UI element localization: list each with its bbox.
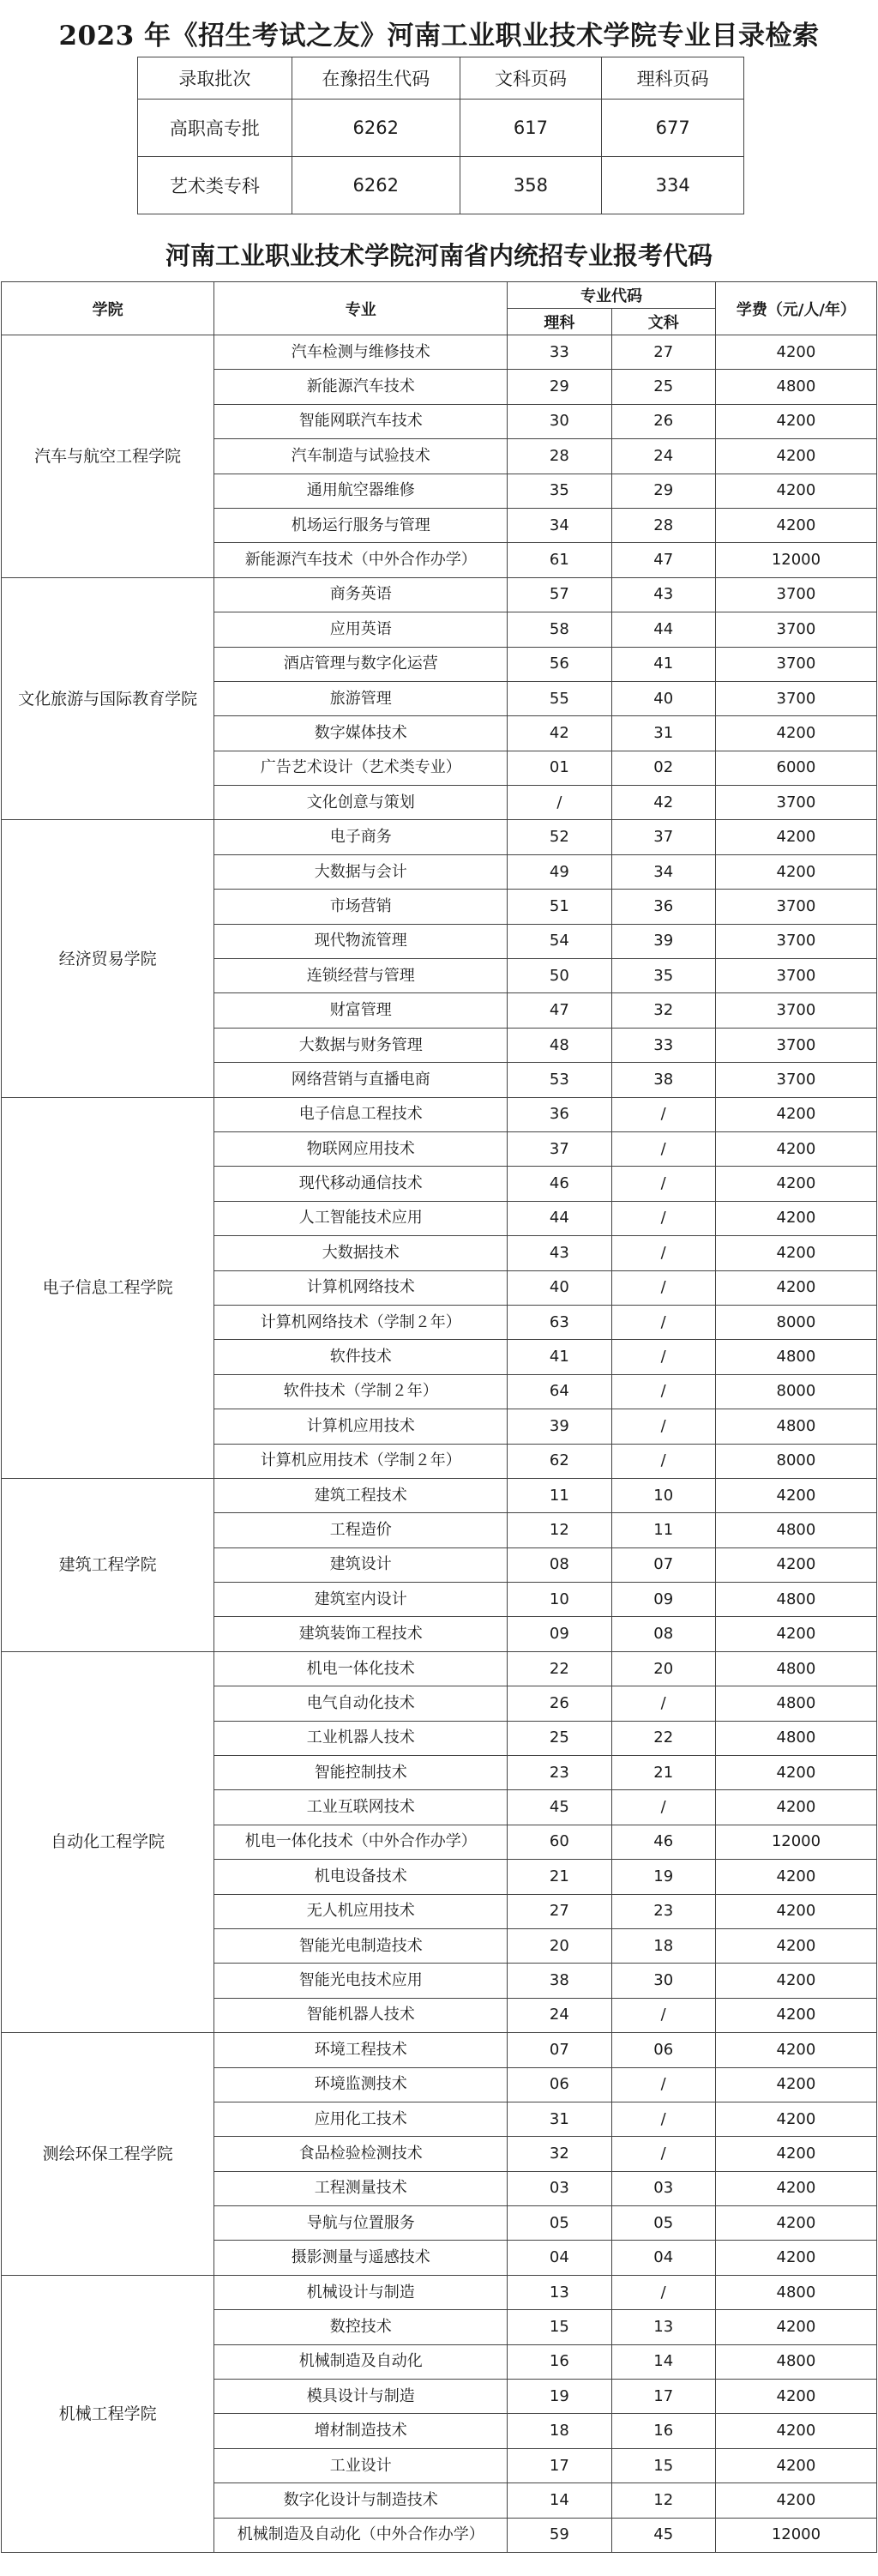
science-code: 61 — [508, 543, 611, 577]
lookup-row — [138, 157, 744, 214]
arts-code: 17 — [611, 2380, 715, 2414]
tuition-fee: 4200 — [715, 716, 876, 751]
tuition-fee: 3700 — [715, 959, 876, 993]
arts-code: 15 — [611, 2448, 715, 2482]
science-code: 49 — [508, 854, 611, 889]
major-name: 机械设计与制造 — [214, 2275, 508, 2309]
major-name: 大数据与会计 — [214, 854, 508, 889]
arts-code: 27 — [611, 335, 715, 370]
major-name: 无人机应用技术 — [214, 1894, 508, 1928]
major-name: 数控技术 — [214, 2310, 508, 2344]
tuition-fee: 12000 — [715, 2518, 876, 2552]
science-code: 58 — [508, 612, 611, 647]
science-code: 36 — [508, 1097, 611, 1131]
tuition-fee: 4800 — [715, 1409, 876, 1444]
arts-code: / — [611, 1270, 715, 1305]
tuition-fee: 4200 — [715, 1998, 876, 2032]
science-code: 45 — [508, 1790, 611, 1825]
tuition-fee: 4200 — [715, 1790, 876, 1825]
header-fee: 学费（元/人/年） — [715, 282, 876, 335]
major-name: 建筑设计 — [214, 1547, 508, 1582]
science-code: 46 — [508, 1167, 611, 1201]
tuition-fee: 4200 — [715, 1894, 876, 1928]
science-code: 25 — [508, 1721, 611, 1755]
lookup-arts-page: 617 — [460, 100, 602, 157]
major-name: 文化创意与策划 — [214, 786, 508, 820]
science-code: 17 — [508, 2448, 611, 2482]
college-name: 汽车与航空工程学院 — [2, 335, 214, 578]
tuition-fee: 4200 — [715, 2448, 876, 2482]
science-code: 52 — [508, 820, 611, 854]
major-name: 汽车制造与试验技术 — [214, 439, 508, 474]
major-header-row — [2, 282, 877, 309]
major-name: 酒店管理与数字化运营 — [214, 647, 508, 681]
arts-code: 18 — [611, 1928, 715, 1963]
arts-code: / — [611, 1340, 715, 1374]
arts-code: / — [611, 1167, 715, 1201]
arts-code: 45 — [611, 2518, 715, 2552]
tuition-fee: 3700 — [715, 993, 876, 1028]
science-code: 07 — [508, 2033, 611, 2067]
tuition-fee: 4200 — [715, 2380, 876, 2414]
major-name: 智能光电技术应用 — [214, 1964, 508, 1998]
arts-code: / — [611, 1686, 715, 1721]
major-name: 市场营销 — [214, 890, 508, 924]
tuition-fee: 4800 — [715, 370, 876, 404]
arts-code: 35 — [611, 959, 715, 993]
science-code: 04 — [508, 2241, 611, 2275]
major-name: 智能光电制造技术 — [214, 1928, 508, 1963]
tuition-fee: 4200 — [715, 2414, 876, 2448]
major-name: 智能机器人技术 — [214, 1998, 508, 2032]
arts-code: / — [611, 2275, 715, 2309]
lookup-header-code: 在豫招生代码 — [292, 57, 460, 100]
lookup-header-row — [138, 57, 744, 100]
arts-code: / — [611, 1790, 715, 1825]
college-name: 机械工程学院 — [2, 2275, 214, 2552]
tuition-fee: 4200 — [715, 1928, 876, 1963]
arts-code: 03 — [611, 2171, 715, 2205]
science-code: 64 — [508, 1374, 611, 1409]
arts-code: 22 — [611, 1721, 715, 1755]
science-code: 37 — [508, 1131, 611, 1166]
major-name: 软件技术 — [214, 1340, 508, 1374]
major-name: 建筑工程技术 — [214, 1478, 508, 1512]
tuition-fee: 4200 — [715, 2067, 876, 2102]
major-name: 食品检验检测技术 — [214, 2137, 508, 2171]
arts-code: / — [611, 1998, 715, 2032]
tuition-fee: 3700 — [715, 1028, 876, 1062]
major-name: 计算机应用技术（学制２年） — [214, 1444, 508, 1478]
arts-code: 33 — [611, 1028, 715, 1062]
major-name: 机场运行服务与管理 — [214, 508, 508, 542]
tuition-fee: 3700 — [715, 786, 876, 820]
tuition-fee: 4200 — [715, 1270, 876, 1305]
arts-code: 20 — [611, 1651, 715, 1686]
science-code: 43 — [508, 1236, 611, 1270]
tuition-fee: 4200 — [715, 820, 876, 854]
college-name: 文化旅游与国际教育学院 — [2, 577, 214, 820]
tuition-fee: 4800 — [715, 1686, 876, 1721]
tuition-fee: 4200 — [715, 2241, 876, 2275]
major-name: 应用英语 — [214, 612, 508, 647]
tuition-fee: 3700 — [715, 681, 876, 715]
arts-code: 36 — [611, 890, 715, 924]
arts-code: 05 — [611, 2206, 715, 2241]
arts-code: 16 — [611, 2414, 715, 2448]
major-name: 电子信息工程技术 — [214, 1097, 508, 1131]
arts-code: 08 — [611, 1617, 715, 1651]
arts-code: 24 — [611, 439, 715, 474]
science-code: 53 — [508, 1063, 611, 1097]
tuition-fee: 4200 — [715, 1617, 876, 1651]
arts-code: 30 — [611, 1964, 715, 1998]
tuition-fee: 12000 — [715, 1825, 876, 1859]
tuition-fee: 4800 — [715, 1340, 876, 1374]
arts-code: 12 — [611, 2483, 715, 2518]
arts-code: 26 — [611, 404, 715, 438]
science-code: 28 — [508, 439, 611, 474]
science-code: 01 — [508, 751, 611, 785]
science-code: 63 — [508, 1305, 611, 1339]
science-code: 55 — [508, 681, 611, 715]
header-arts: 文科 — [611, 309, 715, 335]
header-major: 专业 — [214, 282, 508, 335]
arts-code: 44 — [611, 612, 715, 647]
major-name: 新能源汽车技术（中外合作办学） — [214, 543, 508, 577]
major-name: 旅游管理 — [214, 681, 508, 715]
tuition-fee: 4800 — [715, 1513, 876, 1547]
science-code: 05 — [508, 2206, 611, 2241]
lookup-science-page: 334 — [602, 157, 744, 214]
major-name: 机电一体化技术 — [214, 1651, 508, 1686]
tuition-fee: 8000 — [715, 1444, 876, 1478]
science-code: 32 — [508, 2137, 611, 2171]
arts-code: / — [611, 2067, 715, 2102]
science-code: 29 — [508, 370, 611, 404]
tuition-fee: 4800 — [715, 1651, 876, 1686]
lookup-batch: 艺术类专科 — [138, 157, 292, 214]
science-code: 34 — [508, 508, 611, 542]
science-code: 42 — [508, 716, 611, 751]
arts-code: 02 — [611, 751, 715, 785]
tuition-fee: 4200 — [715, 2310, 876, 2344]
science-code: 15 — [508, 2310, 611, 2344]
major-name: 商务英语 — [214, 577, 508, 612]
tuition-fee: 4200 — [715, 2137, 876, 2171]
tuition-fee: 4200 — [715, 1964, 876, 1998]
major-name: 机电设备技术 — [214, 1860, 508, 1894]
arts-code: 29 — [611, 474, 715, 508]
arts-code: / — [611, 1236, 715, 1270]
science-code: 47 — [508, 993, 611, 1028]
lookup-science-page: 677 — [602, 100, 744, 157]
arts-code: / — [611, 2102, 715, 2136]
major-name: 计算机网络技术（学制２年） — [214, 1305, 508, 1339]
major-name: 工程测量技术 — [214, 2171, 508, 2205]
arts-code: 34 — [611, 854, 715, 889]
science-code: 31 — [508, 2102, 611, 2136]
tuition-fee: 4200 — [715, 439, 876, 474]
tuition-fee: 4200 — [715, 2102, 876, 2136]
science-code: 38 — [508, 1964, 611, 1998]
major-name: 模具设计与制造 — [214, 2380, 508, 2414]
college-name: 自动化工程学院 — [2, 1651, 214, 2032]
major-name: 工程造价 — [214, 1513, 508, 1547]
arts-code: / — [611, 1374, 715, 1409]
arts-code: / — [611, 1409, 715, 1444]
arts-code: 39 — [611, 924, 715, 958]
science-code: 21 — [508, 1860, 611, 1894]
major-code-table — [1, 281, 877, 2553]
science-code: 62 — [508, 1444, 611, 1478]
tuition-fee: 4800 — [715, 2344, 876, 2379]
arts-code: 42 — [611, 786, 715, 820]
arts-code: 09 — [611, 1583, 715, 1617]
arts-code: 37 — [611, 820, 715, 854]
table-row — [2, 1097, 877, 1131]
arts-code: 32 — [611, 993, 715, 1028]
lookup-header-arts-page: 文科页码 — [460, 57, 602, 100]
tuition-fee: 3700 — [715, 890, 876, 924]
major-name: 智能网联汽车技术 — [214, 404, 508, 438]
lookup-header-science-page: 理科页码 — [602, 57, 744, 100]
major-name: 广告艺术设计（艺术类专业） — [214, 751, 508, 785]
page-title: 2023 年《招生考试之友》河南工业职业技术学院专业目录检索 — [58, 21, 820, 51]
major-name: 数字化设计与制造技术 — [214, 2483, 508, 2518]
college-name: 建筑工程学院 — [2, 1478, 214, 1651]
science-code: 22 — [508, 1651, 611, 1686]
tuition-fee: 8000 — [715, 1305, 876, 1339]
tuition-fee: 4200 — [715, 474, 876, 508]
major-name: 新能源汽车技术 — [214, 370, 508, 404]
tuition-fee: 4200 — [715, 1201, 876, 1235]
science-code: 19 — [508, 2380, 611, 2414]
science-code: 50 — [508, 959, 611, 993]
arts-code: 21 — [611, 1756, 715, 1790]
tuition-fee: 4200 — [715, 1097, 876, 1131]
major-name: 电气自动化技术 — [214, 1686, 508, 1721]
major-name: 工业设计 — [214, 2448, 508, 2482]
tuition-fee: 4200 — [715, 404, 876, 438]
science-code: 24 — [508, 1998, 611, 2032]
science-code: 41 — [508, 1340, 611, 1374]
science-code: 09 — [508, 1617, 611, 1651]
science-code: 40 — [508, 1270, 611, 1305]
tuition-fee: 3700 — [715, 612, 876, 647]
major-name: 人工智能技术应用 — [214, 1201, 508, 1235]
science-code: 23 — [508, 1756, 611, 1790]
major-name: 增材制造技术 — [214, 2414, 508, 2448]
arts-code: 19 — [611, 1860, 715, 1894]
section-title: 河南工业职业技术学院河南省内统招专业报考代码 — [165, 241, 713, 270]
science-code: 39 — [508, 1409, 611, 1444]
arts-code: 04 — [611, 2241, 715, 2275]
arts-code: / — [611, 1201, 715, 1235]
arts-code: 46 — [611, 1825, 715, 1859]
science-code: 10 — [508, 1583, 611, 1617]
arts-code: 06 — [611, 2033, 715, 2067]
major-name: 机械制造及自动化 — [214, 2344, 508, 2379]
tuition-fee: 4200 — [715, 1167, 876, 1201]
science-code: 26 — [508, 1686, 611, 1721]
major-name: 财富管理 — [214, 993, 508, 1028]
science-code: 11 — [508, 1478, 611, 1512]
tuition-fee: 4200 — [715, 854, 876, 889]
tuition-fee: 4200 — [715, 1547, 876, 1582]
lookup-code: 6262 — [292, 100, 460, 157]
arts-code: / — [611, 1305, 715, 1339]
tuition-fee: 4200 — [715, 1478, 876, 1512]
science-code: 48 — [508, 1028, 611, 1062]
tuition-fee: 4800 — [715, 1583, 876, 1617]
tuition-fee: 3700 — [715, 1063, 876, 1097]
arts-code: 31 — [611, 716, 715, 751]
tuition-fee: 4200 — [715, 2033, 876, 2067]
science-code: 14 — [508, 2483, 611, 2518]
major-name: 机械制造及自动化（中外合作办学） — [214, 2518, 508, 2552]
major-name: 机电一体化技术（中外合作办学） — [214, 1825, 508, 1859]
science-code: 20 — [508, 1928, 611, 1963]
arts-code: 40 — [611, 681, 715, 715]
science-code: 44 — [508, 1201, 611, 1235]
science-code: 35 — [508, 474, 611, 508]
header-science: 理科 — [508, 309, 611, 335]
arts-code: 10 — [611, 1478, 715, 1512]
tuition-fee: 4200 — [715, 2206, 876, 2241]
tuition-fee: 4800 — [715, 2275, 876, 2309]
tuition-fee: 4200 — [715, 2483, 876, 2518]
college-name: 电子信息工程学院 — [2, 1097, 214, 1478]
science-code: 33 — [508, 335, 611, 370]
arts-code: 11 — [611, 1513, 715, 1547]
tuition-fee: 3700 — [715, 577, 876, 612]
arts-code: 13 — [611, 2310, 715, 2344]
table-row — [2, 2275, 877, 2309]
science-code: / — [508, 786, 611, 820]
tuition-fee: 3700 — [715, 647, 876, 681]
major-table-body — [2, 335, 877, 2553]
science-code: 16 — [508, 2344, 611, 2379]
science-code: 18 — [508, 2414, 611, 2448]
arts-code: 41 — [611, 647, 715, 681]
major-name: 智能控制技术 — [214, 1756, 508, 1790]
arts-code: 28 — [611, 508, 715, 542]
arts-code: 07 — [611, 1547, 715, 1582]
arts-code: 47 — [611, 543, 715, 577]
major-name: 现代移动通信技术 — [214, 1167, 508, 1201]
major-name: 汽车检测与维修技术 — [214, 335, 508, 370]
major-name: 物联网应用技术 — [214, 1131, 508, 1166]
tuition-fee: 4200 — [715, 1860, 876, 1894]
major-name: 电子商务 — [214, 820, 508, 854]
college-name: 测绘环保工程学院 — [2, 2033, 214, 2276]
table-row — [2, 2033, 877, 2067]
major-name: 环境监测技术 — [214, 2067, 508, 2102]
science-code: 51 — [508, 890, 611, 924]
major-name: 环境工程技术 — [214, 2033, 508, 2067]
science-code: 56 — [508, 647, 611, 681]
table-row — [2, 335, 877, 370]
tuition-fee: 4200 — [715, 508, 876, 542]
arts-code: / — [611, 1444, 715, 1478]
major-name: 计算机网络技术 — [214, 1270, 508, 1305]
arts-code: / — [611, 2137, 715, 2171]
table-row — [2, 820, 877, 854]
major-name: 计算机应用技术 — [214, 1409, 508, 1444]
header-college: 学院 — [2, 282, 214, 335]
tuition-fee: 4800 — [715, 1721, 876, 1755]
table-row — [2, 1651, 877, 1686]
science-code: 57 — [508, 577, 611, 612]
major-name: 建筑装饰工程技术 — [214, 1617, 508, 1651]
tuition-fee: 4200 — [715, 335, 876, 370]
arts-code: 25 — [611, 370, 715, 404]
arts-code: / — [611, 1097, 715, 1131]
major-name: 现代物流管理 — [214, 924, 508, 958]
major-name: 软件技术（学制２年） — [214, 1374, 508, 1409]
major-name: 连锁经营与管理 — [214, 959, 508, 993]
science-code: 13 — [508, 2275, 611, 2309]
major-name: 网络营销与直播电商 — [214, 1063, 508, 1097]
table-row — [2, 1478, 877, 1512]
lookup-header-batch: 录取批次 — [138, 57, 292, 100]
lookup-batch: 高职高专批 — [138, 100, 292, 157]
header-code-group: 专业代码 — [508, 282, 716, 309]
catalog-lookup-table — [137, 57, 744, 214]
science-code: 06 — [508, 2067, 611, 2102]
tuition-fee: 6000 — [715, 751, 876, 785]
major-name: 通用航空器维修 — [214, 474, 508, 508]
arts-code: 43 — [611, 577, 715, 612]
major-name: 摄影测量与遥感技术 — [214, 2241, 508, 2275]
science-code: 27 — [508, 1894, 611, 1928]
tuition-fee: 4200 — [715, 1236, 876, 1270]
major-name: 应用化工技术 — [214, 2102, 508, 2136]
major-name: 数字媒体技术 — [214, 716, 508, 751]
major-name: 工业互联网技术 — [214, 1790, 508, 1825]
arts-code: 23 — [611, 1894, 715, 1928]
major-name: 导航与位置服务 — [214, 2206, 508, 2241]
arts-code: / — [611, 1131, 715, 1166]
lookup-row — [138, 100, 744, 157]
science-code: 60 — [508, 1825, 611, 1859]
arts-code: 14 — [611, 2344, 715, 2379]
science-code: 59 — [508, 2518, 611, 2552]
lookup-code: 6262 — [292, 157, 460, 214]
major-name: 工业机器人技术 — [214, 1721, 508, 1755]
tuition-fee: 12000 — [715, 543, 876, 577]
tuition-fee: 4200 — [715, 2171, 876, 2205]
tuition-fee: 4200 — [715, 1131, 876, 1166]
tuition-fee: 8000 — [715, 1374, 876, 1409]
major-name: 建筑室内设计 — [214, 1583, 508, 1617]
tuition-fee: 3700 — [715, 924, 876, 958]
science-code: 54 — [508, 924, 611, 958]
science-code: 08 — [508, 1547, 611, 1582]
major-name: 大数据与财务管理 — [214, 1028, 508, 1062]
arts-code: 38 — [611, 1063, 715, 1097]
science-code: 12 — [508, 1513, 611, 1547]
tuition-fee: 4200 — [715, 1756, 876, 1790]
college-name: 经济贸易学院 — [2, 820, 214, 1097]
lookup-arts-page: 358 — [460, 157, 602, 214]
science-code: 03 — [508, 2171, 611, 2205]
major-name: 大数据技术 — [214, 1236, 508, 1270]
table-row — [2, 577, 877, 612]
science-code: 30 — [508, 404, 611, 438]
